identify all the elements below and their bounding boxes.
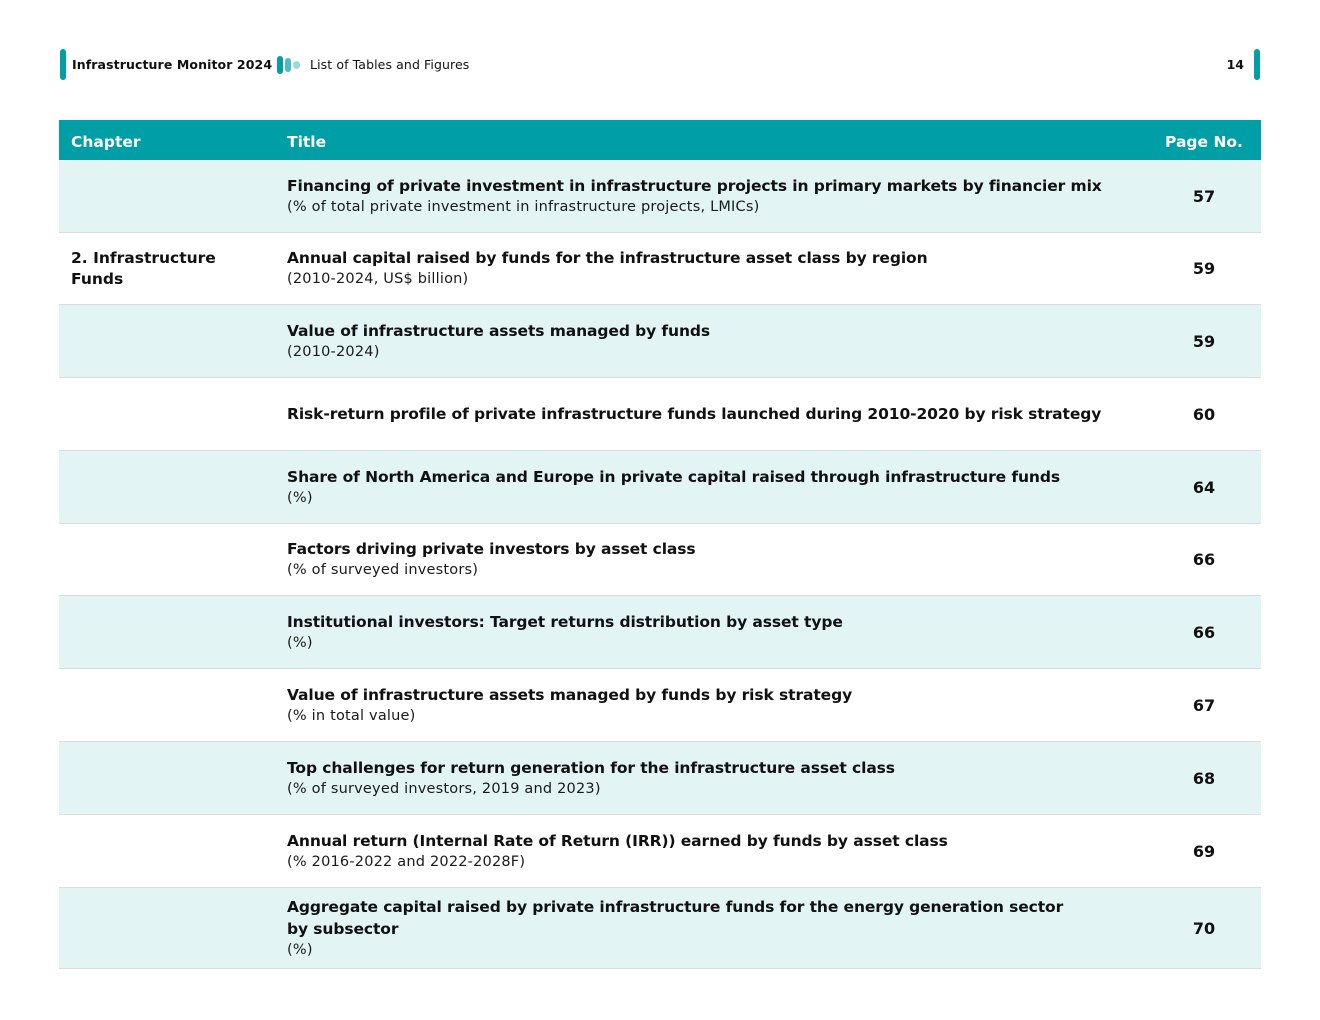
table-row bbox=[59, 233, 1261, 305]
row-page-number[interactable]: 70 bbox=[1192, 918, 1216, 938]
figure-title: Institutional investors: Target returns distribution by asset type bbox=[287, 612, 843, 631]
figure-title: Risk-return profile of private infrastructure funds launched during 2010-2020 by risk strategy bbox=[287, 405, 1102, 423]
page-number: 14 bbox=[1226, 57, 1244, 72]
row-title-cell bbox=[283, 684, 1149, 727]
table-row bbox=[59, 305, 1261, 378]
figure-title: Value of infrastructure assets managed by funds by risk strategy bbox=[287, 685, 853, 704]
row-page-number[interactable]: 67 bbox=[1192, 695, 1216, 715]
row-page-number[interactable]: 57 bbox=[1192, 186, 1216, 206]
section-marker-icon bbox=[277, 56, 303, 74]
row-page-number[interactable]: 68 bbox=[1192, 768, 1216, 788]
column-header-page: Page No. bbox=[1165, 133, 1243, 151]
row-title-cell bbox=[283, 611, 1149, 654]
table-body bbox=[59, 160, 1261, 969]
table-row bbox=[59, 160, 1261, 233]
figure-title: Annual capital raised by funds for the infrastructure asset class by region bbox=[287, 249, 928, 267]
page-header bbox=[60, 49, 1260, 80]
row-title-cell bbox=[283, 538, 1149, 581]
table-header-row bbox=[59, 120, 1261, 160]
row-page-number[interactable]: 66 bbox=[1192, 550, 1216, 569]
section-title: List of Tables and Figures bbox=[310, 57, 470, 72]
figure-subtitle: (2010-2024) bbox=[287, 343, 380, 360]
header-accent-bar-left bbox=[60, 49, 66, 80]
figure-title: Annual return (Internal Rate of Return (IRR)) earned by funds by asset class bbox=[287, 831, 948, 850]
figure-subtitle: (% of surveyed investors, 2019 and 2023) bbox=[287, 780, 601, 797]
table-row bbox=[59, 596, 1261, 669]
table-row bbox=[59, 742, 1261, 815]
row-page-number[interactable]: 60 bbox=[1192, 404, 1216, 424]
row-page-number[interactable]: 69 bbox=[1192, 841, 1216, 861]
header-accent-bar-right bbox=[1254, 49, 1260, 80]
row-title-cell bbox=[283, 896, 1149, 961]
column-header-chapter: Chapter bbox=[71, 133, 141, 151]
marker-bar-1 bbox=[277, 56, 283, 74]
figure-subtitle: (% of surveyed investors) bbox=[287, 562, 479, 578]
row-title-cell bbox=[283, 830, 1149, 873]
table-row bbox=[59, 815, 1261, 888]
figure-title: Financing of private investment in infrastructure projects in primary markets by financier mix bbox=[287, 176, 1102, 195]
table-row bbox=[59, 451, 1261, 524]
row-title-cell bbox=[283, 757, 1149, 800]
figure-subtitle: (2010-2024, US$ billion) bbox=[287, 271, 469, 287]
row-title-cell bbox=[283, 175, 1149, 218]
figure-title: Top challenges for return generation for the infrastructure asset class bbox=[287, 758, 895, 777]
marker-bar-2 bbox=[285, 58, 291, 72]
row-title-cell bbox=[283, 466, 1149, 509]
figure-subtitle: (% 2016-2022 and 2022-2028F) bbox=[287, 853, 526, 870]
table-row bbox=[59, 888, 1261, 969]
report-title: Infrastructure Monitor 2024 bbox=[72, 57, 273, 72]
figures-table bbox=[59, 120, 1261, 969]
figure-subtitle: (% of total private investment in infrastructure projects, LMICs) bbox=[287, 198, 760, 215]
marker-bar-3 bbox=[293, 61, 300, 69]
row-page-number[interactable]: 64 bbox=[1192, 477, 1216, 497]
row-page-number[interactable]: 59 bbox=[1192, 331, 1216, 351]
figure-subtitle: (%) bbox=[287, 634, 313, 651]
figure-title: Value of infrastructure assets managed by funds bbox=[287, 321, 711, 340]
table-row bbox=[59, 524, 1261, 596]
figure-title: Aggregate capital raised by private infrastructure funds for the energy generation sector by subsector bbox=[287, 897, 1064, 938]
figure-title: Factors driving private investors by asset class bbox=[287, 540, 696, 558]
figure-subtitle: (% in total value) bbox=[287, 707, 416, 724]
figure-title: Share of North America and Europe in private capital raised through infrastructure funds bbox=[287, 467, 1060, 486]
row-page-number[interactable]: 59 bbox=[1192, 259, 1216, 278]
row-title-cell bbox=[283, 403, 1149, 425]
column-header-title: Title bbox=[287, 133, 327, 151]
table-row bbox=[59, 378, 1261, 451]
table-row bbox=[59, 669, 1261, 742]
row-page-number[interactable]: 66 bbox=[1192, 622, 1216, 642]
figure-subtitle: (%) bbox=[287, 489, 313, 506]
figure-subtitle: (%) bbox=[287, 941, 313, 958]
row-title-cell bbox=[283, 320, 1149, 363]
row-title-cell bbox=[283, 247, 1149, 290]
row-chapter: 2. Infrastructure Funds bbox=[71, 248, 216, 288]
